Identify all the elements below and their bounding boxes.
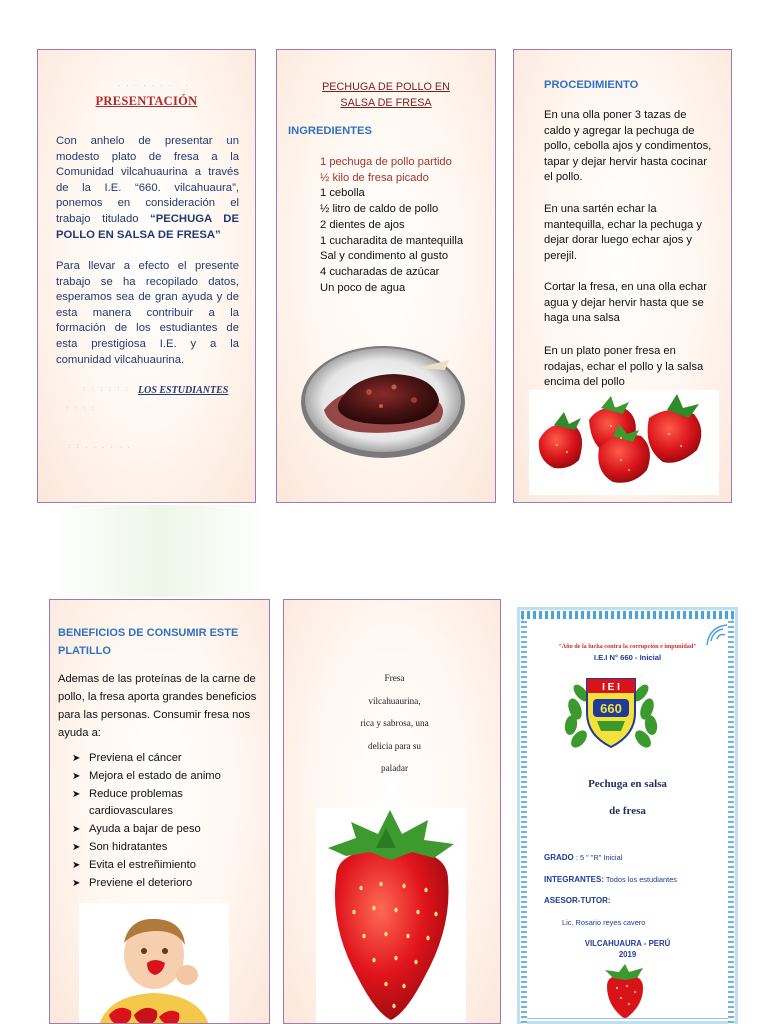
procedure-heading: PROCEDIMIENTO [544,79,639,91]
benefit-text: Reduce problemas cardiovasculares [89,787,183,818]
benefit-text: Previene el deterioro [89,876,193,889]
benefits-list [72,750,262,892]
faded-decoration: : : . . . . . . [68,442,132,450]
procedure-step-3: Cortar la fresa, en una olla echar agua y dejar hervir hasta que se haga una salsa [544,281,707,325]
slogan-line: rica y sabrosa, una [360,718,429,728]
arrow-bullet-icon: ➤ [72,770,81,782]
list-item [72,857,262,875]
school-name: I.E.I N° 660 - Inicial [593,653,662,662]
big-strawberry-image [316,808,466,1024]
benefit-text: Son hidratantes [89,840,168,853]
arrow-bullet-icon: ➤ [72,824,81,836]
presentation-paragraph-1 [56,134,239,243]
arrow-bullet-icon: ➤ [72,788,81,800]
advisor-label: ASESOR-TUTOR: [544,896,611,905]
list-item [72,750,262,768]
advisor-name: Lic. Rosario reyes cavero [562,918,646,927]
slogan-line: Fresa [384,673,405,683]
procedure-step-4: En un plato poner fresa en rodajas, echar el pollo y la salsa encima del pollo [544,345,704,389]
list-item: ½ kilo de fresa picado [320,171,429,184]
benefits-heading: BENEFICIOS DE CONSUMIR ESTE PLATILLO [58,627,239,657]
cover-title-line-2: de fresa [609,805,646,817]
faded-decoration: . . . . . . . . . [118,80,190,88]
benefit-text: Previena el cáncer [89,752,182,764]
benefit-text: Evita el estreñimiento [89,858,196,871]
place: VILCAHUAURA - PERÚ [584,939,671,948]
presentation-panel [37,49,256,503]
list-item: 2 dientes de ajos [320,218,405,231]
arrow-bullet-icon: ➤ [72,877,81,889]
list-item: 4 cucharadas de azúcar [320,265,440,278]
list-item: Sal y condimento al gusto [320,250,449,263]
year-motto: "Año de la lucha contra la corrupción e impunidad" [558,643,697,650]
faded-decoration: : : : : [66,404,97,412]
presentation-title: PRESENTACIÓN [95,94,198,108]
strawberries-image [529,390,719,495]
presentation-signature: LOS ESTUDIANTES [138,385,229,396]
frame-left-band [521,621,527,1024]
frame-right-band [728,621,734,1024]
ingredients-panel [276,49,496,503]
list-item: Un poco de agua [320,281,406,294]
members-label: INTEGRANTES: [544,875,604,884]
list-item: ½ litro de caldo de pollo [320,203,439,216]
place-and-year [515,938,740,960]
strawberry-slogan [342,667,447,780]
grade-value: : 5 " "R" Inicial [573,853,623,862]
slogan-line: delicia para su [367,740,422,751]
cover-panel [515,607,740,1024]
list-item [72,768,262,786]
arrow-bullet-icon: ➤ [72,841,81,853]
list-item [72,786,262,822]
list-item: 1 pechuga de pollo partido [320,156,452,168]
presentation-work-title: “PECHUGA DE POLLO EN SALSA DE FRESA” [56,212,239,241]
arrow-bullet-icon: ➤ [72,753,81,764]
list-item: 1 cucharadita de mantequilla [320,234,464,247]
year: 2019 [618,950,637,959]
logo-initials: I E I [602,682,620,693]
grade-label: GRADO [544,853,574,862]
members-value: Todos los estudiantes [604,875,677,884]
recipe-title [277,79,495,111]
members-line [544,875,677,884]
faded-decoration: : : : : : : [83,385,131,393]
arrow-bullet-icon: ➤ [72,859,81,871]
benefit-text: Mejora el estado de animo [89,769,221,782]
slogan-line: vilcahuaurina, [368,695,421,706]
school-logo [561,669,661,755]
benefits-panel [49,599,270,1024]
presentation-intro-text: Con anhelo de presentar un modesto plato de fresa a la Comunidad vilcahuaurina a través de la I.E. “660. vilcahuaura”, ponemos en consideración el trabajo titulado [56,135,239,225]
background-smudge [50,505,270,597]
child-eating-strawberry-image [79,903,229,1024]
ingredients-heading: INGREDIENTES [288,125,372,137]
list-item: 1 cebolla [320,187,365,200]
procedure-panel [513,49,732,503]
small-strawberry-image [599,964,651,1020]
strawberry-panel [283,599,501,1024]
presentation-paragraph-2: Para llevar a efecto el presente trabajo se ha recopilado datos, esperamos sea de gran ayuda y de esta manera contribuir a la formación de los estudiantes de esta prestigiosa I.E. y a la comunidad vilcahuaurina. [56,260,239,366]
cover-title-line-1: Pechuga en salsa [588,778,667,790]
grade-line [544,853,622,862]
advisor-line [544,896,611,905]
procedure-step-1: En una olla poner 3 tazas de caldo y agregar la pechuga de pollo, cebolla ajos y condimentos, tapar y dejar hervir hasta cocinar el pollo. [544,109,712,184]
frame-top-band [521,611,734,619]
ingredients-list [320,155,463,296]
recipe-title-line-1: PECHUGA DE POLLO EN [322,81,450,93]
list-item [72,821,262,839]
recipe-title-line-2: SALSA DE FRESA [340,97,432,109]
slogan-line: paladar [380,763,409,773]
procedure-step-2: En una sartén echar la mantequilla, echar la pechuga y dejar dorar luego echar ajos y perejil. [544,203,702,262]
logo-number: 660 [600,701,622,716]
list-item [72,839,262,857]
list-item [72,875,262,893]
benefits-intro: Ademas de las proteínas de la carne de pollo, la fresa aporta grandes beneficios para las personas. Consumir fresa nos ayuda a: [58,673,257,739]
benefit-text: Ayuda a bajar de peso [89,823,201,836]
chicken-dish-image [299,340,469,460]
